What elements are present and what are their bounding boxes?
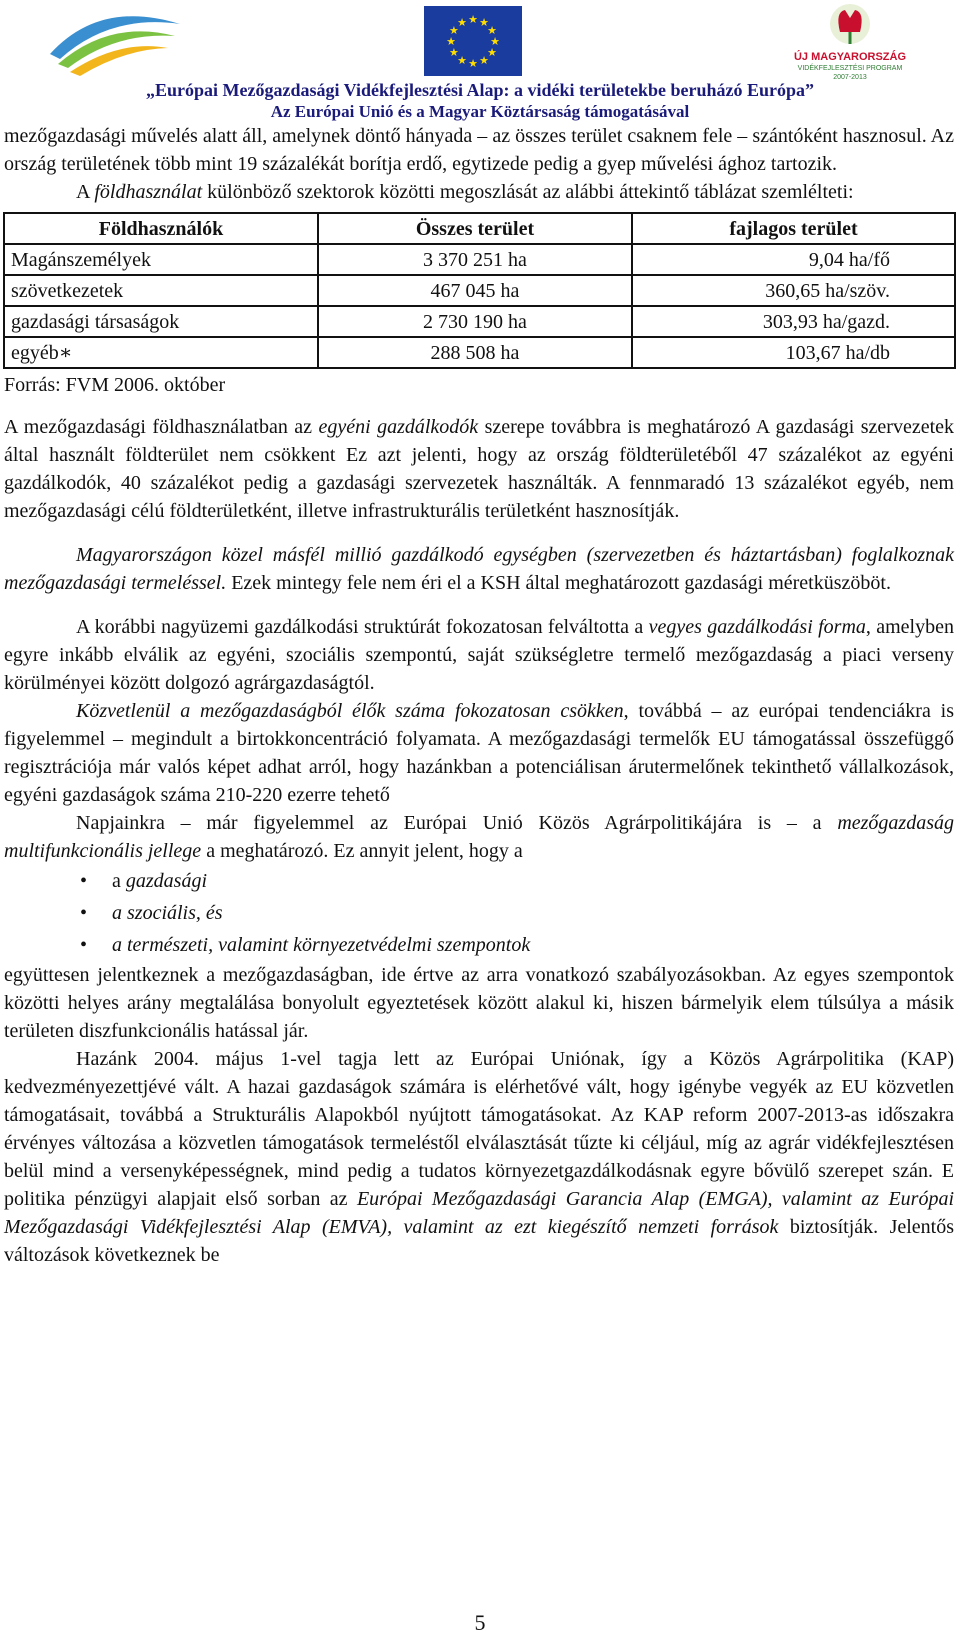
table-cell: 3 370 251 ha — [318, 244, 632, 275]
text-run: különböző szektorok közötti megoszlását az alábbi áttekintő táblázat szemlélteti: — [202, 181, 854, 203]
table-row — [4, 244, 955, 275]
text-run: A mezőgazdasági földhasználatban az — [4, 416, 319, 438]
tulip-icon — [790, 2, 910, 46]
text-run: a meghatározó. Ez annyit jelent, hogy a — [201, 840, 523, 862]
eu-star-icon: ★ — [448, 47, 459, 59]
intro-paragraph: mezőgazdasági művelés alatt áll, amelynek döntő hányada – az összes terület csaknem fele – szántóként hasznosul. Az ország területének több mint 19 százalékát borítja erdő, egytizede pedig a gyep művelési ághoz tartozik. — [4, 125, 954, 175]
text-run: , továbbá – az európai tendenciákra is figyelemmel – megindult a birtokkoncentráció folyamata. A mezőgazdasági termelők EU támogatással összefüggő regisztrációja már valós képet adhat arról, hogy hazánkban a potenciálisan árutermelőnek tekinthető vállalkozások, egyéni gazdaságok száma 210-220 ezerre tehető — [4, 700, 954, 806]
page-header — [0, 0, 960, 120]
table-intro-paragraph — [4, 178, 954, 206]
table-cell: 2 730 190 ha — [318, 306, 632, 337]
text-run-italic: vegyes gazdálkodási forma — [648, 616, 866, 638]
uj-magyarorszag-logo — [790, 2, 910, 82]
paragraph-farming-units — [4, 541, 954, 597]
eu-star-icon: ★ — [446, 36, 456, 48]
paragraph-balance: együttesen jelentkeznek a mezőgazdaságban, ide értve az arra vonatkozó szabályozásokban. Az egyes szempontok közötti helyes arány megtalálása bonyolult egyeztetések között alakul ki, hiszen bármelyik elem túlsúlya a másik területen diszfunkcionális hatással jár. — [4, 964, 954, 1042]
text-run-italic: földhasználat — [94, 181, 203, 203]
table-row — [4, 306, 955, 337]
text-run-italic: Magyarországon közel másfél millió gazdálkodó egységben (szervezetben és háztartásban) foglalkoznak mezőgazdasági termeléssel. — [4, 544, 954, 594]
column-header: Összes terület — [318, 213, 632, 244]
table-source: Forrás: FVM 2006. október — [4, 374, 226, 396]
table-cell: gazdasági társaságok — [4, 306, 318, 337]
eu-star-icon: ★ — [468, 58, 478, 70]
list-item — [4, 865, 954, 897]
text-run: Ezek mintegy fele nem éri el a KSH által meghatározott gazdasági méretküszöböt. — [226, 572, 891, 594]
paragraph-eu-membership — [4, 1045, 954, 1269]
table-cell: 9,04 ha/fő — [632, 244, 955, 275]
table-header-row — [4, 213, 955, 244]
table-cell: Magánszemélyek — [4, 244, 318, 275]
eu-star-icon: ★ — [490, 36, 500, 48]
document-body — [4, 122, 954, 1269]
bullet-icon: • — [80, 870, 88, 892]
text-run-italic: Közvetlenül a mezőgazdaságból élők száma fokozatosan csökken — [76, 700, 624, 722]
swirl-logo-icon — [40, 4, 190, 80]
paragraph-land-use — [4, 413, 954, 525]
table-cell: 288 508 ha — [318, 337, 632, 368]
text-run: Hazánk 2004. május 1-vel tagja lett az Európai Uniónak, így a Közös Agrárpolitika (KAP) kedvezményezettjévé vált. A hazai gazdaságok számára is elérhetővé vált, hogy igénybe vegyék az EU közvetlen támogatásait, továbbá a Strukturális Alapokból nyújtott támogatásokat. Az KAP reform 2007-2013-as időszakra érvényes változása a közvetlen támogatások termeléstől elválasztását tűzte ki céljául, míg az agrár vidékfejlesztésen belül mind a versenyképességnek, mind pedig a tudatos környezetgazdálkodásnak egyre bővülő szerepet szán. E politika pénzügyi alapjait első sorban az — [4, 1048, 954, 1210]
text-run-italic: egyéni gazdálkodók — [318, 416, 479, 438]
text-run: Napjainkra – már figyelemmel az Európai Unió Közös Agrárpolitikájára is – a — [76, 812, 838, 834]
eu-star-icon: ★ — [479, 16, 489, 29]
aspects-list — [4, 865, 954, 961]
text-run-italic: gazdasági — [125, 870, 208, 892]
eu-star-icon: ★ — [457, 55, 467, 68]
table-cell: 103,67 ha/db — [632, 337, 955, 368]
text-run: , amelyben egyre inkább elválik az egyéni, szociális szempontú, saját szükségletre termelő mezőgazdaság a piaci verseny körülményei között dolgozó agrárgazdaságtól. — [4, 616, 954, 694]
eu-star-icon: ★ — [479, 55, 489, 68]
paragraph-mixed-farming — [4, 613, 954, 697]
text-run-italic: a szociális, és — [112, 902, 223, 924]
text-run-italic: a természeti, valamint környezetvédelmi szempontok — [112, 934, 531, 956]
header-support-line: Az Európai Unió és a Magyar Köztársaság támogatásával — [270, 102, 690, 121]
table-cell: 303,93 ha/gazd. — [632, 306, 955, 337]
text-run: szerepe továbbra is meghatározó A gazdasági szervezetek által használt földterület nem csökkent Ez azt jelenti, hogy az ország földterületéből 47 százalékot az egyéni gazdálkodók, 40 százalékot pedig a gazdasági szervezetek használták. A fennmaradó 13 százalékot egyéb, nem mezőgazdasági célú földterületként, illetve infrastrukturális területként hasznosítják. — [4, 416, 955, 522]
bullet-icon: • — [80, 934, 88, 956]
column-header: fajlagos terület — [632, 213, 955, 244]
text-run: biztosítják. Jelentős változások következnek be — [4, 1216, 954, 1266]
eu-star-icon: ★ — [448, 25, 459, 37]
column-header: Földhasználók — [4, 213, 318, 244]
text-run-italic: mezőgazdaság multifunkcionális jellege — [4, 812, 954, 862]
table-cell: szövetkezetek — [4, 275, 318, 306]
table-row — [4, 337, 955, 368]
page-number: 5 — [474, 1610, 486, 1635]
list-item — [4, 897, 954, 929]
paragraph-multifunctional — [4, 809, 954, 865]
text-run: a — [112, 870, 126, 892]
table-row — [4, 275, 955, 306]
table-cell: 467 045 ha — [318, 275, 632, 306]
paragraph-land-concentration — [4, 697, 954, 809]
eu-star-icon: ★ — [487, 25, 498, 37]
table-cell: egyéb∗ — [4, 337, 318, 368]
list-item — [4, 929, 954, 961]
eu-star-icon: ★ — [487, 47, 498, 59]
eu-star-icon: ★ — [457, 16, 467, 29]
table-cell: 360,65 ha/szöv. — [632, 275, 955, 306]
text-run: A — [76, 181, 95, 203]
logo-right-years: 2007-2013 — [833, 74, 867, 81]
text-run: A korábbi nagyüzemi gazdálkodási struktúrát fokozatosan felváltotta a — [76, 616, 649, 638]
text-run-italic: Európai Mezőgazdasági Garancia Alap (EMGA), valamint az Európai Mezőgazdasági Vidékfejlesztési Alap (EMVA), valamint az ezt kiegészítő nemzeti források — [4, 1188, 954, 1238]
land-use-table — [3, 212, 956, 369]
eu-flag-icon — [424, 6, 522, 76]
logo-right-subtitle: VIDÉKFEJLESZTÉSI PROGRAM — [797, 65, 903, 72]
eu-star-icon: ★ — [468, 14, 478, 26]
header-program-title: „Európai Mezőgazdasági Vidékfejlesztési Alap: a vidéki területekbe beruházó Európa” — [146, 80, 814, 100]
logo-right-title: ÚJ MAGYARORSZÁG — [793, 51, 907, 63]
bullet-icon: • — [80, 902, 88, 924]
